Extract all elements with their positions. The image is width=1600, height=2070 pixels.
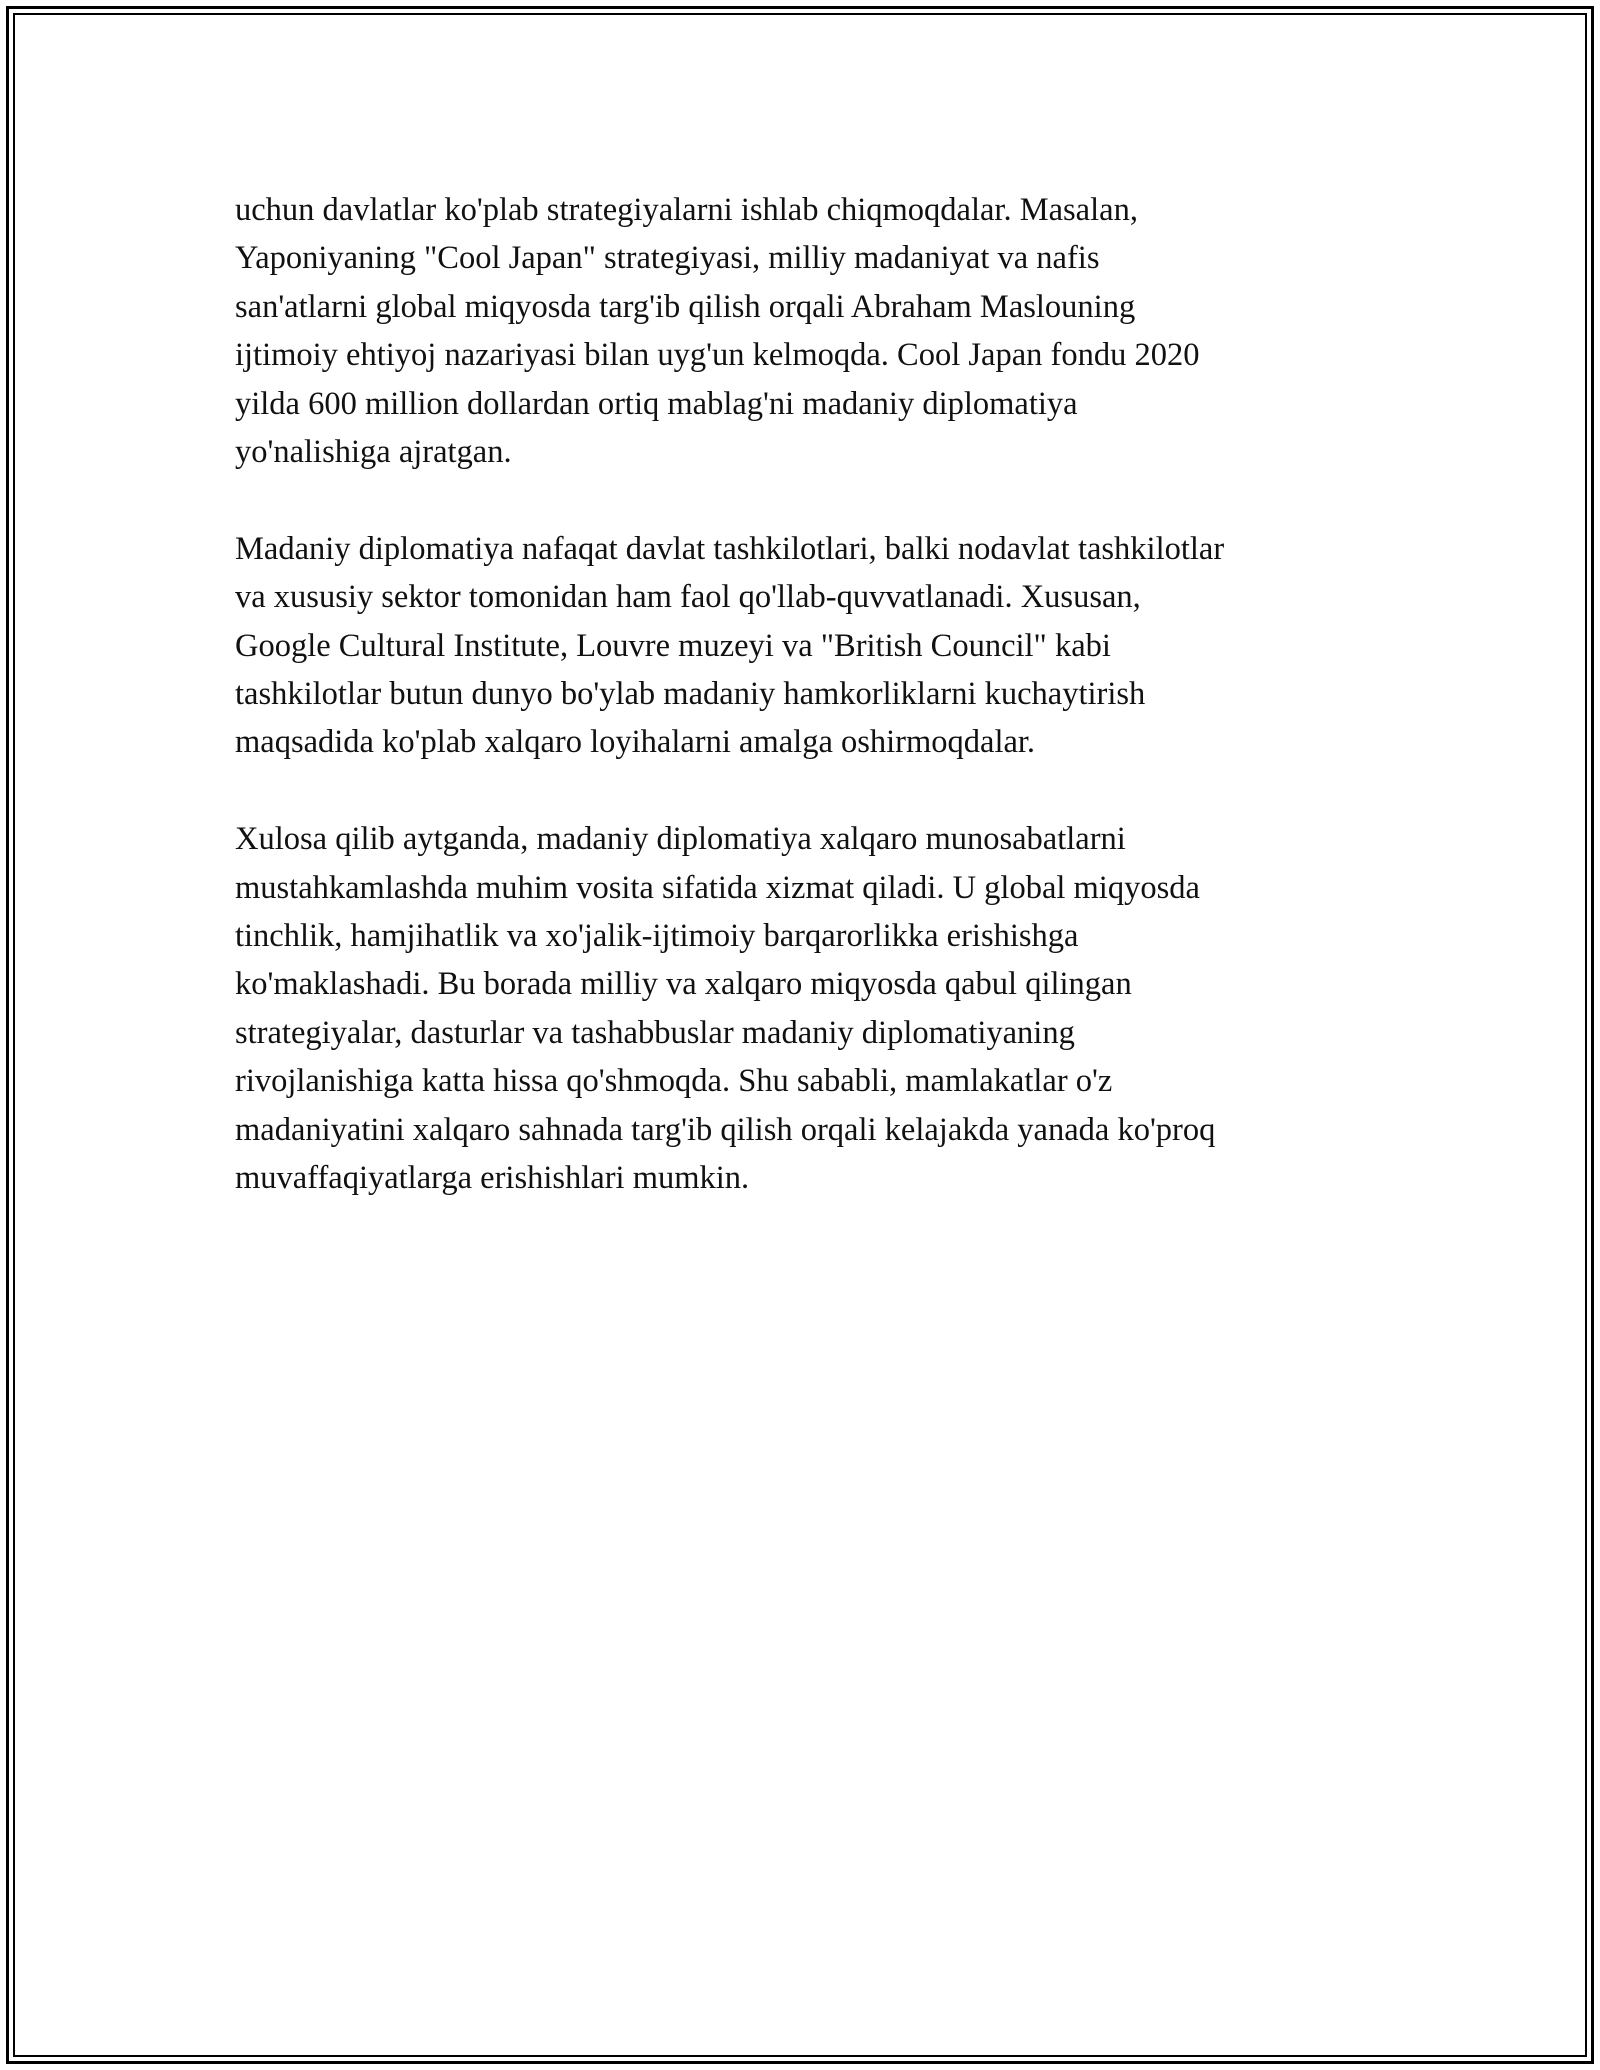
text-line: rivojlanishiga katta hissa qo'shmoqda. Shu sababli, mamlakatlar o'z bbox=[235, 1063, 1113, 1100]
text-line: strategiyalar, dasturlar va tashabbuslar madaniy diplomatiyaning bbox=[235, 1014, 1075, 1051]
text-line: madaniyatini xalqaro sahnada targ'ib qilish orqali kelajakda yanada ko'proq bbox=[235, 1111, 1216, 1148]
text-line: yilda 600 million dollardan ortiq mablag'ni madaniy diplomatiya bbox=[235, 385, 1078, 422]
text-line: va xususiy sektor tomonidan ham faol qo'llab-quvvatlanadi. Xususan, bbox=[235, 579, 1141, 616]
text-line: muvaffaqiyatlarga erishishlari mumkin. bbox=[235, 1160, 750, 1197]
text-line: mustahkamlashda muhim vosita sifatida xizmat qiladi. U global miqyosda bbox=[235, 869, 1200, 906]
text-line: Xulosa qilib aytganda, madaniy diplomatiya xalqaro munosabatlarni bbox=[235, 821, 1126, 858]
text-line: maqsadida ko'plab xalqaro loyihalarni amalga oshirmoqdalar. bbox=[235, 724, 1036, 761]
paragraph-nongovernmental bbox=[235, 525, 1385, 767]
text-line: yo'nalishiga ajratgan. bbox=[235, 434, 512, 471]
text-line: uchun davlatlar ko'plab strategiyalarni ishlab chiqmoqdalar. Masalan, bbox=[235, 192, 1138, 228]
text-line: Google Cultural Institute, Louvre muzeyi va "British Council" kabi bbox=[235, 627, 1111, 664]
document-body bbox=[235, 186, 1385, 1251]
text-line: san'atlarni global miqyosda targ'ib qilish orqali Abraham Maslouning bbox=[235, 288, 1136, 325]
text-line: Madaniy diplomatiya nafaqat davlat tashkilotlari, balki nodavlat tashkilotlar bbox=[235, 530, 1225, 567]
paragraph-cool-japan bbox=[235, 186, 1385, 476]
text-line: ko'maklashadi. Bu borada milliy va xalqaro miqyosda qabul qilingan bbox=[235, 966, 1132, 1003]
text-line: Yaponiyaning "Cool Japan" strategiyasi, milliy madaniyat va nafis bbox=[235, 240, 1100, 277]
text-line: tashkilotlar butun dunyo bo'ylab madaniy hamkorliklarni kuchaytirish bbox=[235, 676, 1146, 713]
text-line: ijtimoiy ehtiyoj nazariyasi bilan uyg'un kelmoqda. Cool Japan fondu 2020 bbox=[235, 337, 1200, 374]
paragraph-conclusion bbox=[235, 815, 1385, 1202]
text-line: tinchlik, hamjihatlik va xo'jalik-ijtimoiy barqarorlikka erishishga bbox=[235, 918, 1079, 955]
